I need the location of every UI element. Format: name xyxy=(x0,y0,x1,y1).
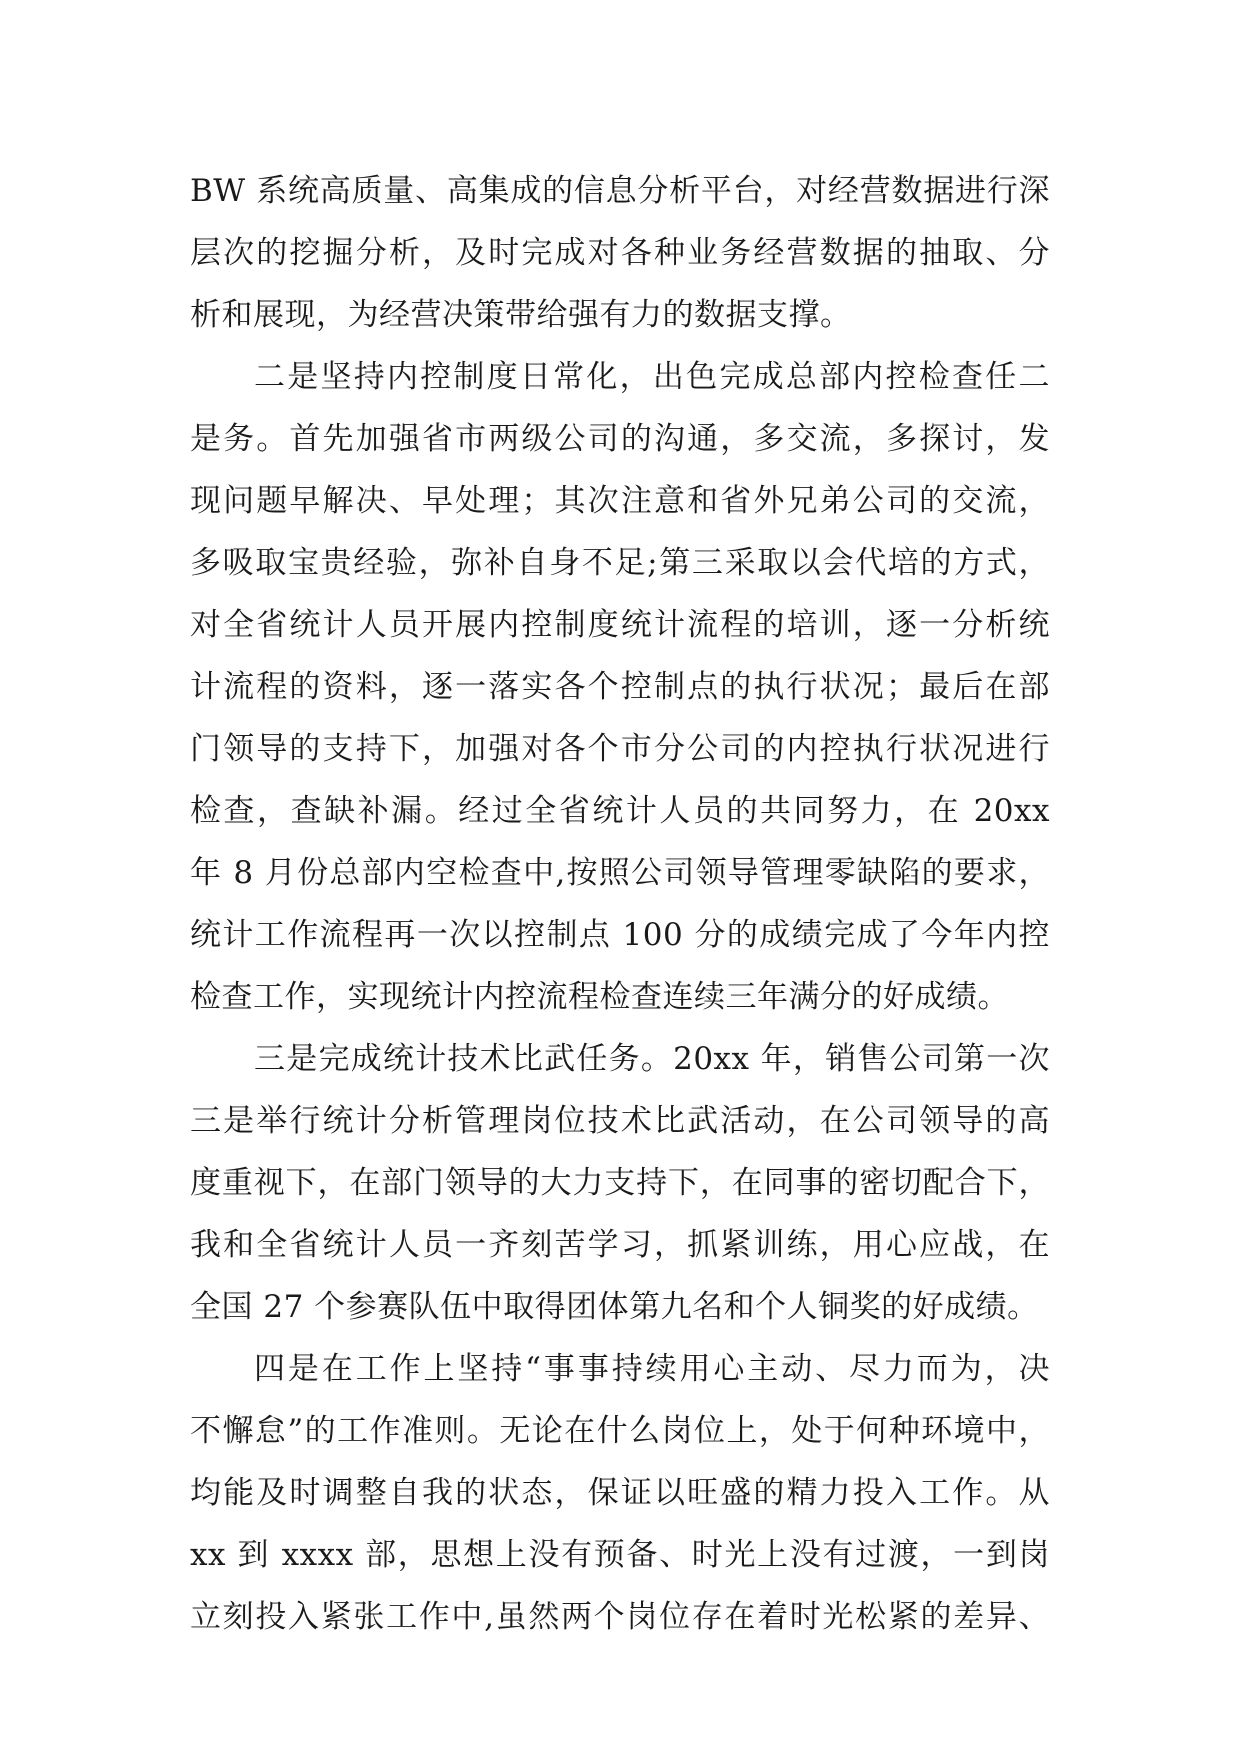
text-line: 析和展现，为经营决策带给强有力的数据支撑。 xyxy=(190,297,852,333)
text-line: 三是举行统计分析管理岗位技术比武活动，在公司领导的高 xyxy=(190,1103,1050,1139)
text-line: 立刻投入紧张工作中,虽然两个岗位存在着时光松紧的差异、 xyxy=(190,1599,1050,1635)
text-line: BW 系统高质量、高集成的信息分析平台，对经营数据进行深 xyxy=(190,173,1050,209)
paragraph-start-line: 三是完成统计技术比武任务。20xx 年，销售公司第一次 xyxy=(254,1041,1050,1077)
text-line: xx 到 xxxx 部，思想上没有预备、时光上没有过渡，一到岗 xyxy=(190,1537,1050,1573)
text-line: 度重视下，在部门领导的大力支持下，在同事的密切配合下， xyxy=(190,1165,1050,1201)
text-line: 计流程的资料，逐一落实各个控制点的执行状况；最后在部 xyxy=(190,669,1050,705)
text-line: 门领导的支持下，加强对各个市分公司的内控执行状况进行 xyxy=(190,731,1050,767)
text-line: 不懈怠”的工作准则。无论在什么岗位上，处于何种环境中， xyxy=(190,1413,1050,1449)
text-line: 均能及时调整自我的状态，保证以旺盛的精力投入工作。从 xyxy=(190,1475,1050,1511)
text-line: 多吸取宝贵经验，弥补自身不足;第三采取以会代培的方式， xyxy=(190,545,1050,581)
text-line: 全国 27 个参赛队伍中取得团体第九名和个人铜奖的好成绩。 xyxy=(190,1289,1039,1325)
text-line: 是务。首先加强省市两级公司的沟通，多交流，多探讨，发 xyxy=(190,421,1050,457)
text-line: 对全省统计人员开展内控制度统计流程的培训，逐一分析统 xyxy=(190,607,1050,643)
text-line: 我和全省统计人员一齐刻苦学习，抓紧训练，用心应战，在 xyxy=(190,1227,1050,1263)
text-line: 现问题早解决、早处理；其次注意和省外兄弟公司的交流， xyxy=(190,483,1050,519)
paragraph-start-line: 四是在工作上坚持“事事持续用心主动、尽力而为，决 xyxy=(254,1351,1050,1387)
text-line: 年 8 月份总部内空检查中,按照公司领导管理零缺陷的要求， xyxy=(190,855,1050,891)
paragraph-start-line: 二是坚持内控制度日常化，出色完成总部内控检查任二 xyxy=(254,359,1050,395)
text-line: 统计工作流程再一次以控制点 100 分的成绩完成了今年内控 xyxy=(190,917,1050,953)
text-line: 层次的挖掘分析，及时完成对各种业务经营数据的抽取、分 xyxy=(190,235,1050,271)
body-text xyxy=(190,160,1050,1648)
text-line: 检查工作，实现统计内控流程检查连续三年满分的好成绩。 xyxy=(190,979,1009,1015)
text-line: 检查，查缺补漏。经过全省统计人员的共同努力，在 20xx xyxy=(190,793,1050,829)
